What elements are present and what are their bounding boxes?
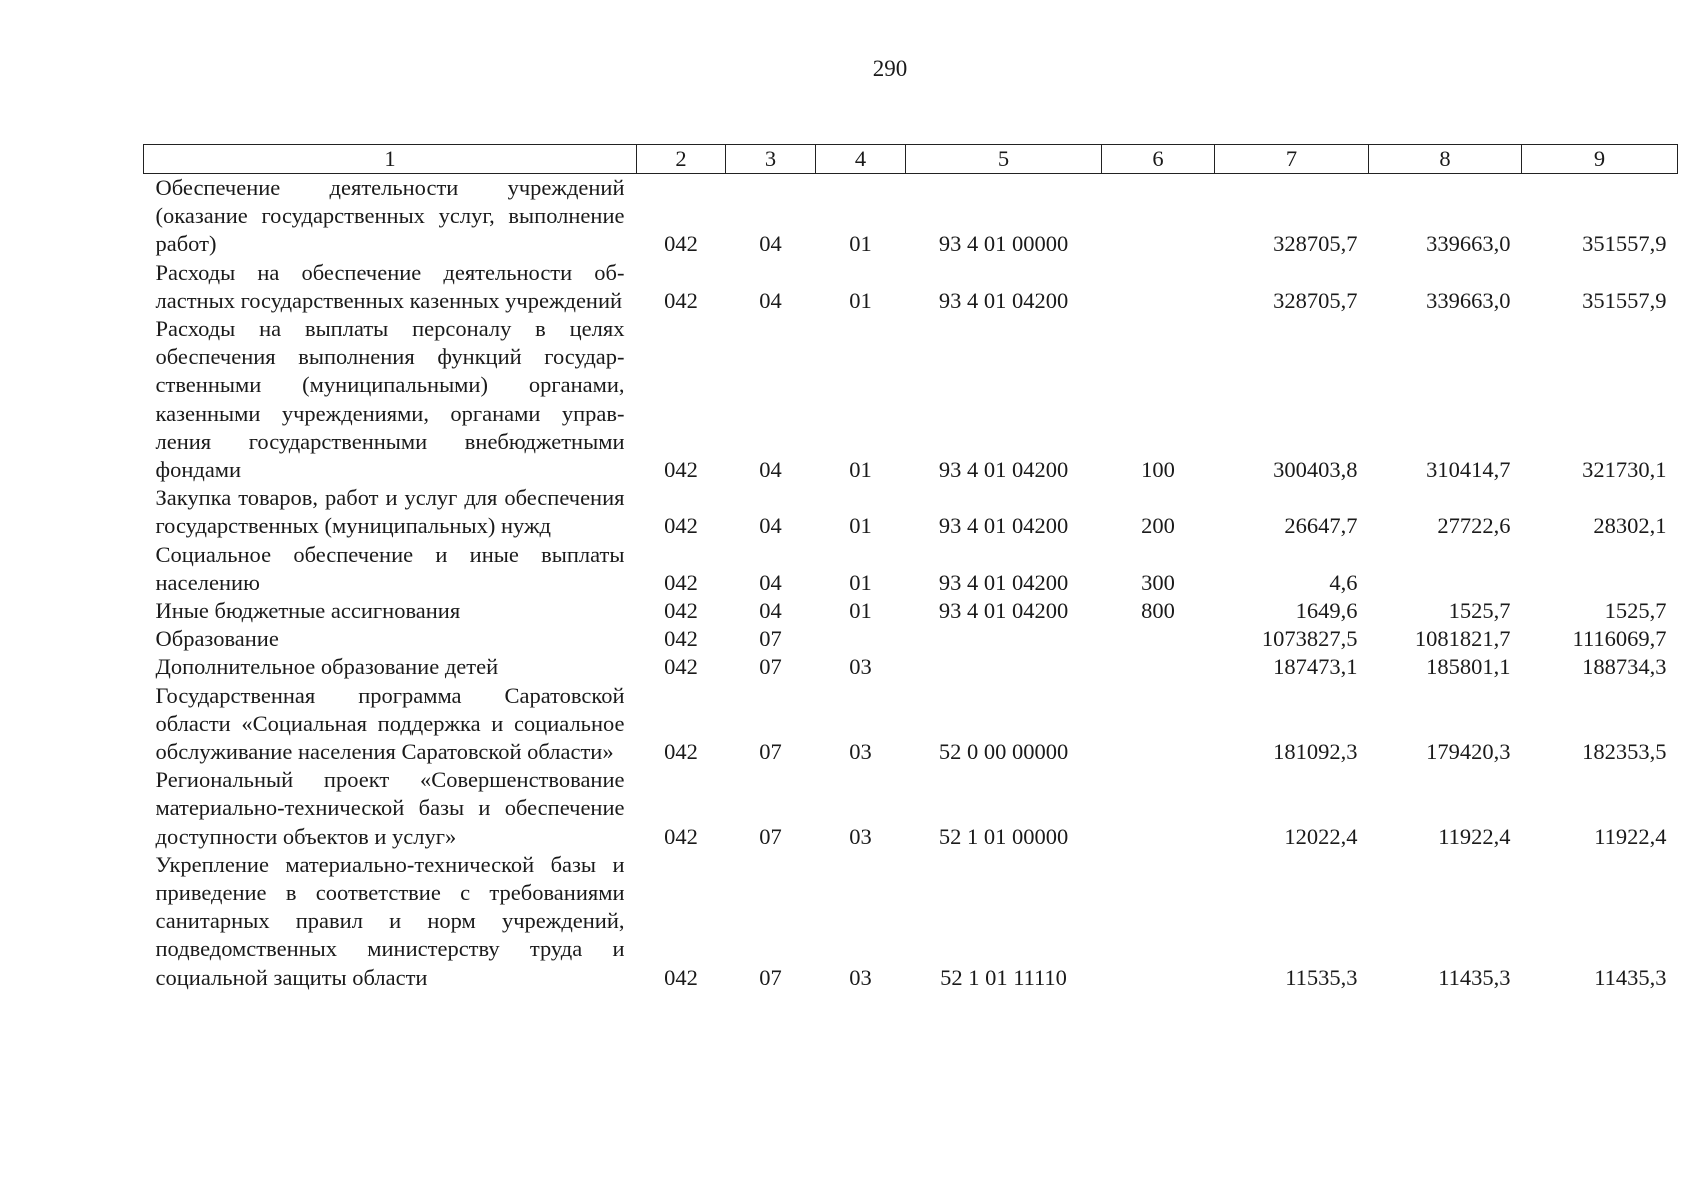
target-article-cell	[906, 625, 1102, 653]
budget-table	[143, 144, 1678, 992]
row-name-cell: Укрепление материально-технической базы и приведение в соответствие с требованиями санитарных правил и норм учреждений, подведомственных министерству труда и социальной защиты области	[155, 851, 625, 990]
expense-type-cell	[1102, 766, 1215, 851]
amount-year3-cell	[1522, 541, 1678, 597]
column-header: 1	[144, 145, 637, 174]
section-code-cell: 04	[759, 569, 782, 595]
expense-type-cell: 100	[1141, 457, 1175, 483]
amount-year1-cell: 328705,7	[1273, 287, 1358, 313]
target-article-cell: 93 4 01 04200	[938, 513, 1069, 539]
column-header: 5	[906, 145, 1102, 174]
section-code-cell: 07	[759, 964, 782, 990]
admin-code-cell: 042	[664, 626, 698, 652]
admin-code-cell: 042	[664, 739, 698, 765]
admin-code-cell: 042	[664, 598, 698, 624]
target-article-cell: 93 4 01 04200	[938, 598, 1069, 624]
admin-code-cell: 042	[664, 231, 698, 257]
table-row	[144, 597, 1678, 625]
target-article-cell: 52 0 00 00000	[938, 739, 1069, 765]
amount-year2-cell: 179420,3	[1426, 739, 1511, 765]
amount-year1-cell: 11535,3	[1285, 964, 1358, 990]
expense-type-cell	[1102, 174, 1215, 259]
column-header: 8	[1369, 145, 1522, 174]
amount-year1-cell: 12022,4	[1284, 823, 1358, 849]
admin-code-cell: 042	[664, 513, 698, 539]
row-name-cell: Социальное обеспечение и иные выплаты населению	[155, 541, 625, 595]
amount-year3-cell: 28302,1	[1593, 513, 1667, 539]
expense-type-cell	[1102, 682, 1215, 767]
column-header: 3	[726, 145, 816, 174]
admin-code-cell: 042	[664, 823, 698, 849]
section-code-cell: 04	[759, 598, 782, 624]
subsection-code-cell	[816, 625, 906, 653]
amount-year2-cell: 11435,3	[1438, 964, 1511, 990]
page-number: 290	[872, 56, 908, 81]
amount-year1-cell: 328705,7	[1273, 231, 1358, 257]
row-name-cell: Иные бюджетные ассигнования	[155, 598, 461, 624]
expense-type-cell: 300	[1141, 569, 1175, 595]
amount-year3-cell: 11435,3	[1594, 964, 1667, 990]
table-header-row	[144, 145, 1678, 174]
amount-year1-cell: 187473,1	[1273, 654, 1358, 680]
amount-year3-cell: 351557,9	[1582, 287, 1667, 313]
table-row	[144, 315, 1678, 484]
subsection-code-cell: 01	[849, 513, 872, 539]
column-header: 4	[816, 145, 906, 174]
section-code-cell: 04	[759, 287, 782, 313]
amount-year1-cell: 1649,6	[1295, 598, 1358, 624]
table-row	[144, 174, 1678, 259]
amount-year2-cell: 27722,6	[1437, 513, 1511, 539]
admin-code-cell: 042	[664, 964, 698, 990]
column-header: 6	[1102, 145, 1215, 174]
section-code-cell: 07	[759, 739, 782, 765]
amount-year3-cell: 11922,4	[1594, 823, 1667, 849]
subsection-code-cell: 03	[849, 739, 872, 765]
section-code-cell: 04	[759, 513, 782, 539]
target-article-cell: 93 4 01 04200	[938, 457, 1069, 483]
subsection-code-cell: 01	[849, 287, 872, 313]
section-code-cell: 07	[759, 654, 782, 680]
target-article-cell: 93 4 01 00000	[938, 231, 1069, 257]
table-row	[144, 766, 1678, 851]
amount-year2-cell: 339663,0	[1426, 231, 1511, 257]
amount-year1-cell: 300403,8	[1273, 457, 1358, 483]
table-row	[144, 541, 1678, 597]
amount-year3-cell: 1116069,7	[1572, 626, 1667, 652]
column-header: 2	[637, 145, 726, 174]
subsection-code-cell: 01	[849, 231, 872, 257]
target-article-cell: 52 1 01 11110	[940, 964, 1067, 990]
expense-type-cell	[1102, 653, 1215, 681]
amount-year1-cell: 1073827,5	[1261, 626, 1358, 652]
section-code-cell: 04	[759, 231, 782, 257]
expense-type-cell	[1102, 625, 1215, 653]
subsection-code-cell: 01	[849, 598, 872, 624]
section-code-cell: 04	[759, 457, 782, 483]
expense-type-cell: 200	[1141, 513, 1175, 539]
amount-year2-cell: 1525,7	[1448, 598, 1511, 624]
amount-year3-cell: 1525,7	[1604, 598, 1667, 624]
amount-year2-cell: 185801,1	[1426, 654, 1511, 680]
column-header: 7	[1215, 145, 1369, 174]
row-name-cell: Государственная программа Саратовской области «Социальная поддержка и социальное обслуживание населения Саратовской области»	[155, 682, 625, 765]
table-row	[144, 484, 1678, 540]
table-row	[144, 653, 1678, 681]
amount-year3-cell: 188734,3	[1582, 654, 1667, 680]
amount-year3-cell: 321730,1	[1582, 457, 1667, 483]
subsection-code-cell: 01	[849, 457, 872, 483]
admin-code-cell: 042	[664, 654, 698, 680]
table-row	[144, 259, 1678, 315]
table-row	[144, 625, 1678, 653]
amount-year2-cell	[1369, 541, 1522, 597]
amount-year1-cell: 4,6	[1329, 569, 1358, 595]
admin-code-cell: 042	[664, 569, 698, 595]
amount-year2-cell: 310414,7	[1426, 457, 1511, 483]
row-name-cell: Расходы на выплаты персоналу в целях обеспечения выполнения функций государственными (муниципальными) органами, казенными учреждениями, органами управления государственными внебюджетными фондами	[155, 316, 625, 483]
table-row	[144, 682, 1678, 767]
amount-year1-cell: 181092,3	[1273, 739, 1358, 765]
expense-type-cell	[1102, 851, 1215, 992]
amount-year3-cell: 351557,9	[1582, 231, 1667, 257]
subsection-code-cell: 01	[849, 569, 872, 595]
amount-year3-cell: 182353,5	[1582, 739, 1667, 765]
row-name-cell: Закупка товаров, работ и услуг для обеспечения государственных (муниципальных) нужд	[155, 485, 625, 539]
subsection-code-cell: 03	[849, 823, 872, 849]
target-article-cell: 93 4 01 04200	[938, 287, 1069, 313]
row-name-cell: Расходы на обеспечение деятельности областных государственных казенных учреждений	[155, 259, 625, 313]
section-code-cell: 07	[759, 823, 782, 849]
admin-code-cell: 042	[664, 457, 698, 483]
admin-code-cell: 042	[664, 287, 698, 313]
target-article-cell: 93 4 01 04200	[938, 569, 1069, 595]
amount-year2-cell: 11922,4	[1438, 823, 1511, 849]
target-article-cell: 52 1 01 00000	[938, 823, 1069, 849]
section-code-cell: 07	[759, 626, 782, 652]
expense-type-cell: 800	[1141, 598, 1175, 624]
row-name-cell: Образование	[155, 626, 279, 652]
amount-year2-cell: 339663,0	[1426, 287, 1511, 313]
amount-year2-cell: 1081821,7	[1414, 626, 1511, 652]
target-article-cell	[906, 653, 1102, 681]
subsection-code-cell: 03	[849, 964, 872, 990]
amount-year1-cell: 26647,7	[1284, 513, 1358, 539]
row-name-cell: Обеспечение деятельности учреждений (оказание государственных услуг, выполнение работ)	[155, 175, 625, 257]
expense-type-cell	[1102, 259, 1215, 315]
column-header: 9	[1522, 145, 1678, 174]
row-name-cell: Дополнительное образование детей	[155, 654, 499, 680]
row-name-cell: Региональный проект «Совершенствование материально-технической базы и обеспечение доступности объектов и услуг»	[155, 767, 625, 849]
table-row	[144, 851, 1678, 992]
subsection-code-cell: 03	[849, 654, 872, 680]
